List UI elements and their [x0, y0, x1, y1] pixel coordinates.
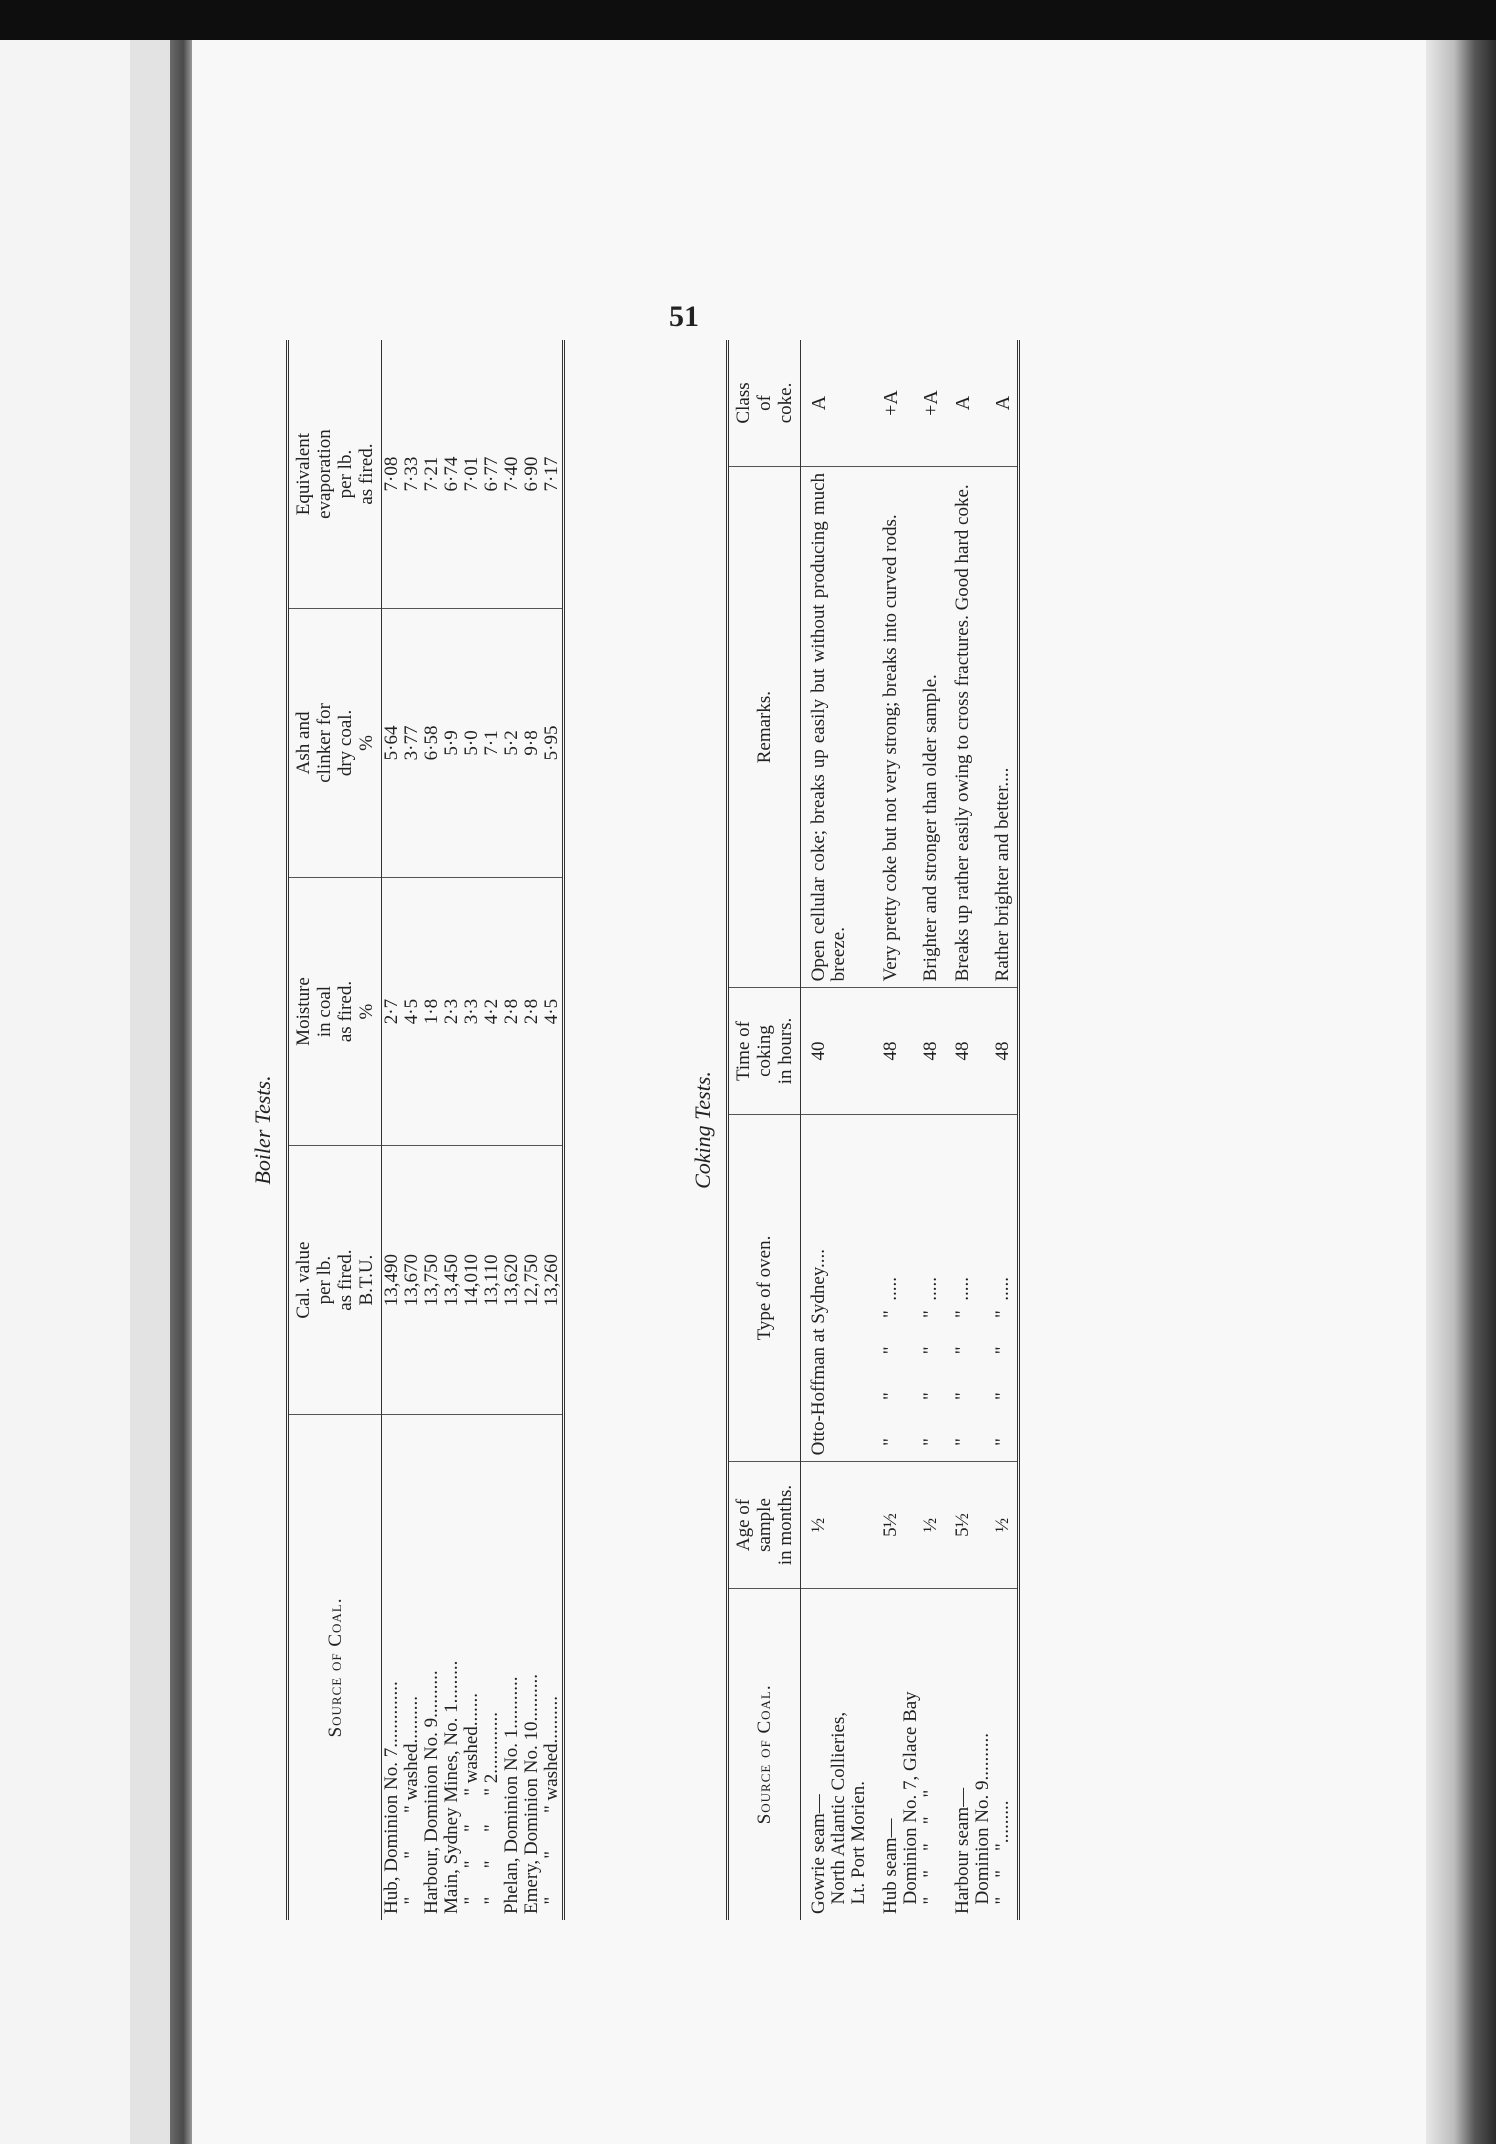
coking-header-time: Time of coking in hours.: [728, 988, 801, 1114]
table-row: [442, 340, 462, 1920]
table-row: [869, 340, 921, 1920]
table-row: [462, 340, 482, 1920]
cell-ash: 5·9: [442, 609, 462, 878]
cell-class: A: [941, 340, 993, 466]
left-margin: [130, 40, 170, 2144]
table-row: [993, 340, 1019, 1920]
cell-remarks: Breaks up rather easily owing to cross fractures. Good hard coke.: [941, 466, 993, 987]
cell-oven: " " " " .....: [921, 1114, 941, 1462]
coking-table: [726, 340, 1020, 1920]
cell-source: Gowrie seam— North Atlantic Collieries, Lt. Port Morien.: [808, 1711, 869, 1914]
cell-source: " " " washed..........: [541, 1696, 562, 1914]
cell-class: A: [801, 340, 870, 466]
cell-class: A: [993, 340, 1019, 466]
table-row: [542, 340, 564, 1920]
cell-evap: 6·74: [442, 340, 462, 609]
page-number: 51: [669, 300, 699, 333]
cell-source: Hub, Dominion No. 7..............: [381, 1681, 402, 1914]
table-row: [422, 340, 442, 1920]
table-row: [801, 340, 870, 1920]
cell-cal: 13,620: [502, 1146, 522, 1415]
coking-header-oven: Type of oven.: [728, 1114, 801, 1462]
page-edge-stack: [1426, 40, 1496, 2144]
cell-age: ½: [993, 1462, 1019, 1588]
cell-moisture: 4·5: [542, 877, 564, 1146]
cell-moisture: 2·8: [522, 877, 542, 1146]
boiler-table: [286, 340, 565, 1920]
cell-ash: 6·58: [422, 609, 442, 878]
cell-moisture: 2·3: [442, 877, 462, 1146]
cell-age: 5½: [941, 1462, 993, 1588]
cell-time: 48: [993, 988, 1019, 1114]
coking-header-age: Age of sample in months.: [728, 1462, 801, 1588]
coking-header-source: Source of Coal.: [728, 1588, 801, 1920]
cell-moisture: 3·3: [462, 877, 482, 1146]
cell-source: Harbour seam— Dominion No. 9..........: [952, 1732, 993, 1914]
boiler-header-evap: Equivalent evaporation per lb. as fired.: [288, 340, 382, 609]
cell-cal: 13,750: [422, 1146, 442, 1415]
cell-oven: " " " " .....: [869, 1114, 921, 1462]
cell-moisture: 1·8: [422, 877, 442, 1146]
cell-class: +A: [869, 340, 921, 466]
table-row: [402, 340, 422, 1920]
cell-ash: 7·1: [482, 609, 502, 878]
cell-cal: 12,750: [522, 1146, 542, 1415]
cell-source: Harbour, Dominion No. 9..........: [421, 1670, 442, 1914]
coking-header-class: Class of coke.: [728, 340, 801, 466]
cell-moisture: 2·7: [382, 877, 403, 1146]
cell-age: ½: [801, 1462, 870, 1588]
boiler-header-ash: Ash and clinker for dry coal. %: [288, 609, 382, 878]
cell-ash: 3·77: [402, 609, 422, 878]
cell-class: +A: [921, 340, 941, 466]
cell-time: 48: [869, 988, 921, 1114]
scanner-top-bar: [0, 0, 1496, 40]
cell-evap: 7·40: [502, 340, 522, 609]
boiler-header-cal: Cal. value per lb. as fired. B.T.U.: [288, 1146, 382, 1415]
cell-time: 48: [941, 988, 993, 1114]
cell-cal: 14,010: [462, 1146, 482, 1415]
cell-remarks: Open cellular coke; breaks up easily but without producing much breeze.: [801, 466, 870, 987]
table-row: [482, 340, 502, 1920]
cell-cal: 13,670: [402, 1146, 422, 1415]
cell-remarks: Very pretty coke but not very strong; breaks into curved rods.: [869, 466, 921, 987]
cell-evap: 7·17: [542, 340, 564, 609]
cell-cal: 13,260: [542, 1146, 564, 1415]
cell-remarks: Brighter and stronger than older sample.: [921, 466, 941, 987]
cell-evap: 6·77: [482, 340, 502, 609]
coking-tests-section: [690, 340, 1160, 1920]
cell-cal: 13,490: [382, 1146, 403, 1415]
cell-evap: 7·33: [402, 340, 422, 609]
coking-body: [801, 340, 1019, 1920]
cell-oven: Otto-Hoffman at Sydney....: [801, 1114, 870, 1462]
book-gutter-shadow: [170, 40, 192, 2144]
cell-ash: 5·2: [502, 609, 522, 878]
boiler-tests-section: [250, 340, 660, 1920]
cell-source: Main, Sydney Mines, No. 1.........: [441, 1660, 462, 1914]
table-row: [921, 340, 941, 1920]
boiler-caption: Boiler Tests.: [250, 1075, 275, 1185]
cell-age: ½: [921, 1462, 941, 1588]
cell-moisture: 4·5: [402, 877, 422, 1146]
cell-source: Hub seam— Dominion No. 7, Glace Bay: [880, 1691, 921, 1914]
boiler-header-moisture: Moisture in coal as fired. %: [288, 877, 382, 1146]
cell-source: " " " " washed.......: [461, 1692, 482, 1914]
cell-source: " " ".........: [992, 1800, 1013, 1914]
table-row: [522, 340, 542, 1920]
cell-ash: 9·8: [522, 609, 542, 878]
cell-cal: 13,450: [442, 1146, 462, 1415]
cell-time: 40: [801, 988, 870, 1114]
cell-source: " " " " 2.............: [481, 1711, 502, 1914]
cell-cal: 13,110: [482, 1146, 502, 1415]
cell-ash: 5·64: [382, 609, 403, 878]
table-row: [941, 340, 993, 1920]
coking-caption: Coking Tests.: [690, 1071, 715, 1189]
cell-oven: " " " " .....: [941, 1114, 993, 1462]
cell-time: 48: [921, 988, 941, 1114]
cell-evap: 7·01: [462, 340, 482, 609]
cell-moisture: 2·8: [502, 877, 522, 1146]
coking-header-remarks: Remarks.: [728, 466, 801, 987]
cell-moisture: 4·2: [482, 877, 502, 1146]
boiler-header-source: Source of Coal.: [288, 1414, 382, 1920]
cell-evap: 6·90: [522, 340, 542, 609]
cell-source: Emery, Dominion No. 10..........: [521, 1674, 542, 1914]
cell-age: 5½: [869, 1462, 921, 1588]
table-row: [502, 340, 522, 1920]
cell-source: " " " washed..........: [401, 1696, 422, 1914]
table-row: [382, 340, 403, 1920]
cell-ash: 5·95: [542, 609, 564, 878]
cell-source: Phelan, Dominion No. 1...........: [501, 1676, 522, 1914]
boiler-body: [382, 340, 564, 1920]
cell-ash: 5·0: [462, 609, 482, 878]
cell-oven: " " " " .....: [993, 1114, 1019, 1462]
cell-source: " " " " ": [920, 1789, 941, 1914]
cell-evap: 7·21: [422, 340, 442, 609]
cell-remarks: Rather brighter and better....: [993, 466, 1019, 987]
cell-evap: 7·08: [382, 340, 403, 609]
